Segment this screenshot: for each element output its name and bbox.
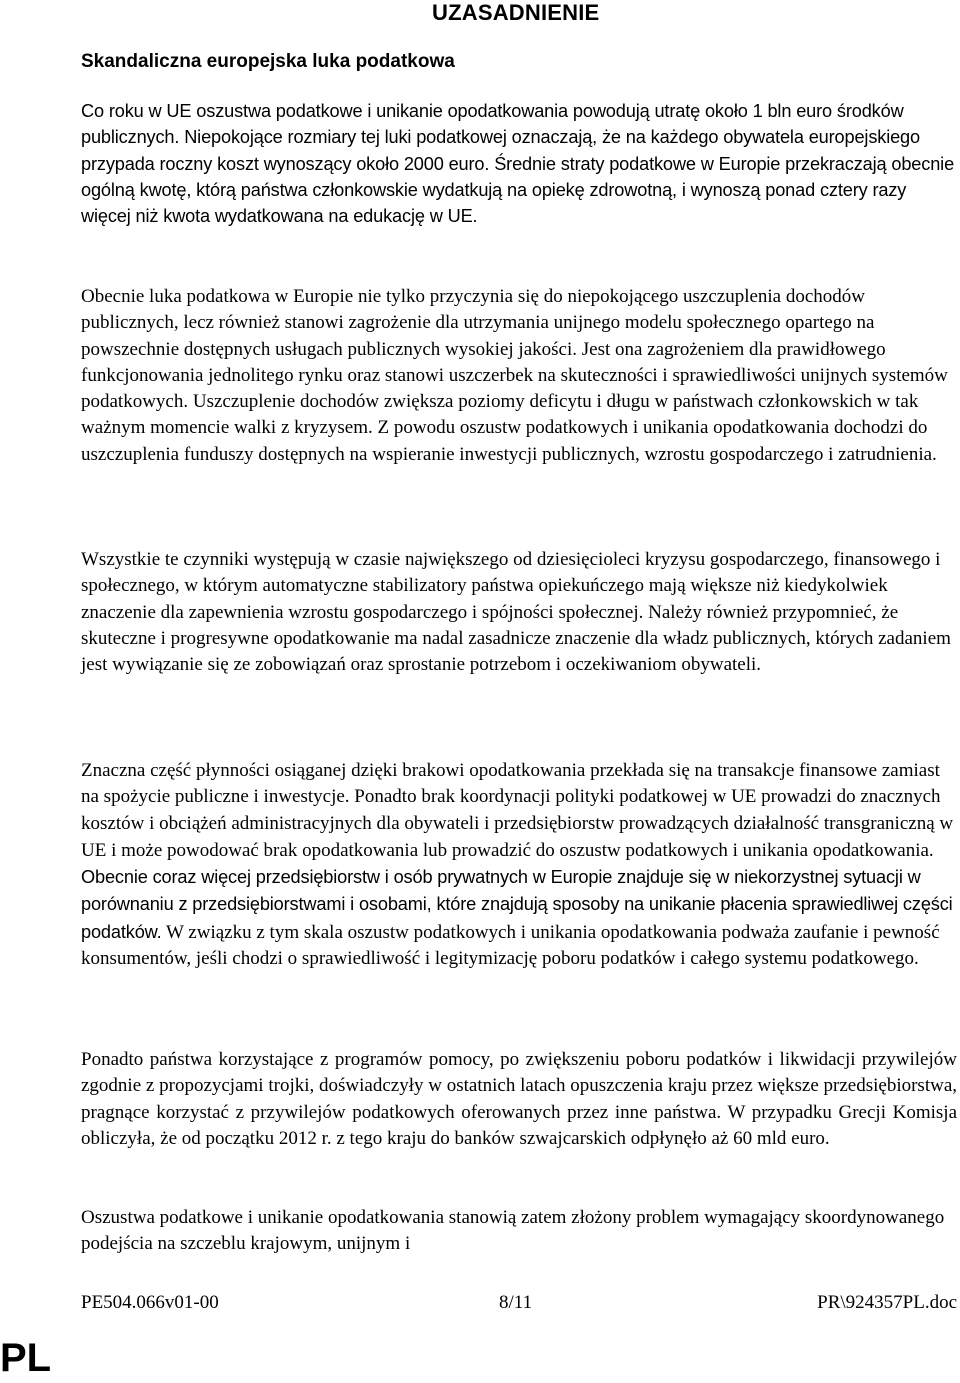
paragraph-6: Oszustwa podatkowe i unikanie opodatkowania stanowią zatem złożony problem wymagający skoordynowanego podejścia na szczeblu krajowym, unijnym i xyxy=(81,1207,945,1255)
footer-file-ref: PR\924357PL.doc xyxy=(817,1292,957,1313)
language-code: PL xyxy=(0,1336,52,1380)
paragraph-5: Ponadto państwa korzystające z programów pomocy, po zwiększeniu poboru podatków i likwidacji przywilejów zgodnie z propozycjami trojki, doświadczyły w ostatnich latach opuszczenia kraju przez większe przedsiębiorstwa, pragnące korzystać z przywilejów podatkowych oferowanych przez inne państwa. W przypadku Grecji Komisja obliczyła, że od początku 2012 r. z tego kraju do banków szwajcarskich odpłynęło aż 60 mld euro. xyxy=(81,1049,957,1149)
paragraph-4 xyxy=(81,758,957,972)
paragraph-4-part-2: Obecnie coraz więcej przedsiębiorstw i osób prywatnych w Europie znajduje się w niekorzystnej sytuacji w porównaniu z przedsiębiorstwami i osobami, które znajdują sposoby na unikanie płacenia sprawiedliwej części podatków. xyxy=(81,867,953,942)
paragraph-2: Obecnie luka podatkowa w Europie nie tylko przyczynia się do niepokojącego uszczuplenia dochodów publicznych, lecz również stanowi zagrożenie dla utrzymania unijnego modelu społecznego opartego na powszechnie dostępnych usługach publicznych wysokiej jakości. Jest ona zagrożeniem dla prawidłowego funkcjonowania jednolitego rynku oraz stanowi uszczerbek na skuteczności i sprawiedliwości unijnych systemów podatkowych. Uszczuplenie dochodów zwiększa poziomy deficytu i długu w państwach członkowskich w tak ważnym momencie walki z kryzysem. Z powodu oszustw podatkowych i unikania opodatkowania dochodzi do uszczuplenia funduszy dostępnych na wspieranie inwestycji publicznych, wzrostu gospodarczego i zatrudnienia. xyxy=(81,286,948,465)
footer-page-number: 8/11 xyxy=(499,1292,533,1313)
section-heading: Skandaliczna europejska luka podatkowa xyxy=(81,51,455,72)
page-footer xyxy=(81,1290,957,1316)
paragraph-1: Co roku w UE oszustwa podatkowe i unikanie opodatkowania powodują utratę około 1 bln euro środków publicznych. Niepokojące rozmiary tej luki podatkowej oznaczają, że na każdego obywatela europejskiego przypada roczny koszt wynoszący około 2000 euro. Średnie straty podatkowe w Europie przekraczają obecnie ogólną kwotę, którą państwa członkowskie wydatkują na opiekę zdrowotną, i wynoszą ponad cztery razy więcej niż kwota wydatkowana na edukację w UE. xyxy=(81,101,955,227)
paragraph-4-part-1: Znaczna część płynności osiąganej dzięki brakowi opodatkowania przekłada się na transakcje finansowe zamiast na spożycie publiczne i inwestycje. Ponadto brak koordynacji polityki podatkowej w UE prowadzi do znacznych kosztów i obciążeń administracyjnych dla obywateli i przedsiębiorstw prowadzących działalność transgraniczną w UE i może powodować brak opodatkowania lub prowadzić do oszustw podatkowych i unikania opodatkowania. xyxy=(81,760,954,861)
footer-doc-ref: PE504.066v01-00 xyxy=(81,1292,219,1313)
document-title: UZASADNIENIE xyxy=(432,0,600,25)
paragraph-3: Wszystkie te czynniki występują w czasie największego od dziesięcioleci kryzysu gospodarczego, finansowego i społecznego, w którym automatyczne stabilizatory państwa opiekuńczego mają większe niż kiedykolwiek znaczenie dla zapewnienia wzrostu gospodarczego i spójności społecznej. Należy również przypomnieć, że skuteczne i progresywne opodatkowanie ma nadal zasadnicze znaczenie dla władz publicznych, których zadaniem jest wywiązanie się ze zobowiązań oraz sprostanie potrzebom i oczekiwaniom obywateli. xyxy=(81,549,951,676)
paragraph-4-part-3: W związku z tym skala oszustw podatkowych i unikania opodatkowania podważa zaufanie i pewność konsumentów, jeśli chodzi o sprawiedliwość i legitymizację poboru podatków i całego systemu podatkowego. xyxy=(81,921,940,970)
